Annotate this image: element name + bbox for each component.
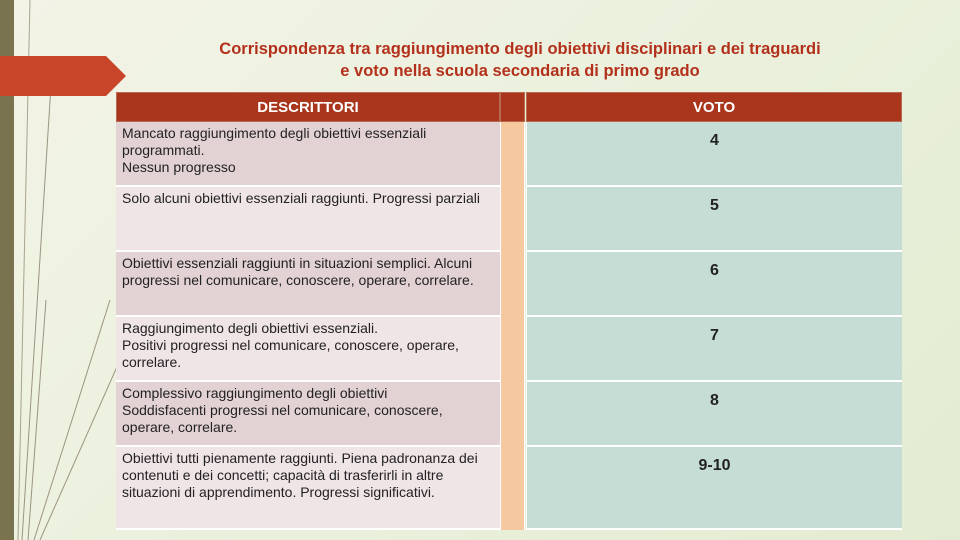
- table-row-descrittore: Obiettivi tutti pienamente raggiunti. Piena padronanza dei contenuti e dei concetti; capacità di trasferirli in altre situazioni di apprendimento. Progressi significativi.: [116, 447, 500, 530]
- header-voto: VOTO: [526, 92, 902, 122]
- grading-table: [116, 92, 902, 530]
- header-separator: [500, 92, 525, 122]
- table-row-descrittore: Mancato raggiungimento degli obiettivi essenziali programmati. Nessun progresso: [116, 122, 500, 187]
- table-row-descrittore: Complessivo raggiungimento degli obiettivi Soddisfacenti progressi nel comunicare, conoscere, operare, correlare.: [116, 382, 500, 447]
- table-row-voto: 5: [526, 187, 902, 252]
- table-row-separator: [500, 447, 525, 530]
- table-row-voto: 7: [526, 317, 902, 382]
- table-row-voto: 8: [526, 382, 902, 447]
- table-row-separator: [500, 382, 525, 447]
- arrow-shape: [0, 56, 126, 96]
- table-row-voto: 6: [526, 252, 902, 317]
- table-row-voto: 4: [526, 122, 902, 187]
- slide-title: [130, 38, 910, 82]
- table-row-separator: [500, 122, 525, 187]
- header-descrittori: DESCRITTORI: [116, 92, 500, 122]
- table-row-separator: [500, 187, 525, 252]
- table-row-descrittore: Raggiungimento degli obiettivi essenziali. Positivi progressi nel comunicare, conoscere, operare, correlare.: [116, 317, 500, 382]
- title-line-2: e voto nella scuola secondaria di primo grado: [340, 62, 700, 80]
- table-row-separator: [500, 317, 525, 382]
- table-row-separator: [500, 252, 525, 317]
- title-line-1: Corrispondenza tra raggiungimento degli obiettivi disciplinari e dei traguardi: [219, 40, 821, 58]
- table-row-voto: 9-10: [526, 447, 902, 530]
- table-row-descrittore: Obiettivi essenziali raggiunti in situazioni semplici. Alcuni progressi nel comunicare, conoscere, operare, correlare.: [116, 252, 500, 317]
- table-row-descrittore: Solo alcuni obiettivi essenziali raggiunti. Progressi parziali: [116, 187, 500, 252]
